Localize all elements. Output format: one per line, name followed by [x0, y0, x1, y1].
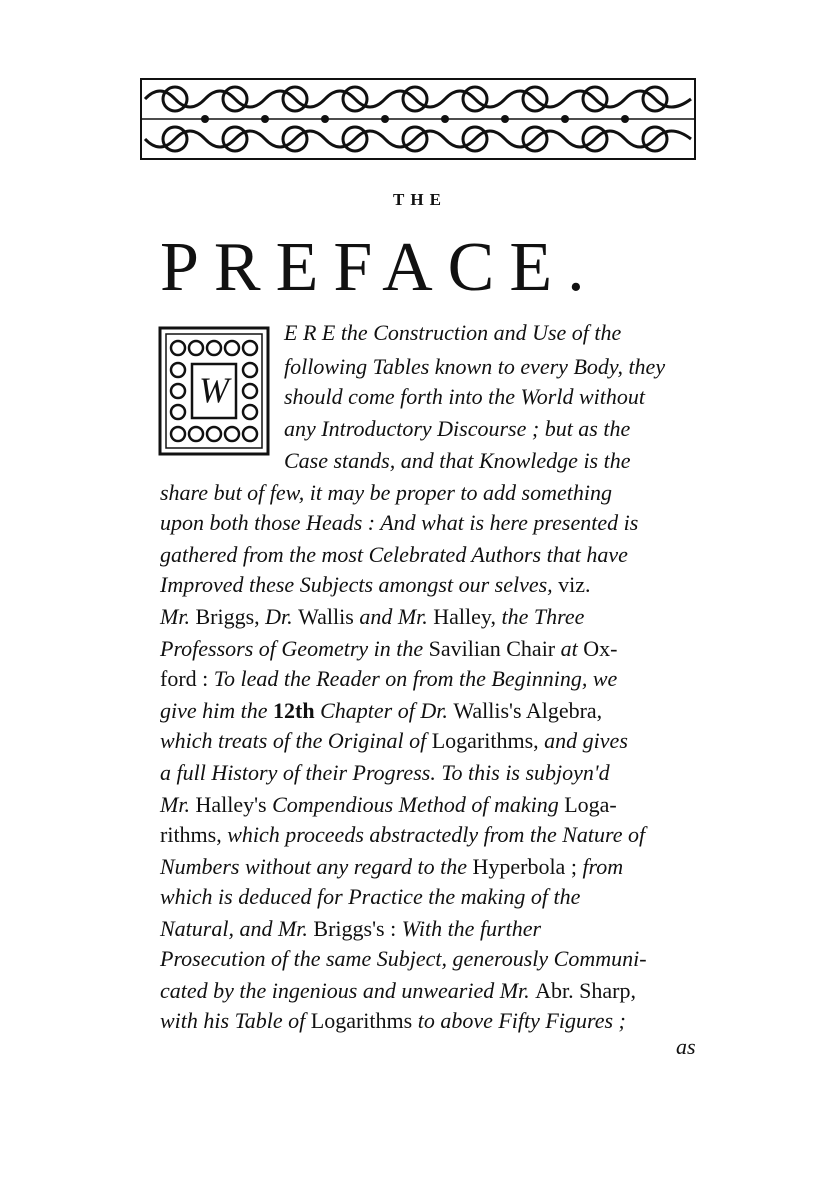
svg-text:W: W — [199, 370, 229, 410]
body-line-7: upon both those Heads : And what is here presented is — [160, 510, 639, 535]
page-title: PREFACE. — [160, 229, 600, 306]
body-line-17: rithms, which proceeds abstractedly from the Nature of — [160, 822, 646, 847]
body-line-16: Mr. Halley's Compendious Method of making Loga- — [160, 792, 617, 817]
body-line-23: with his Table of Logarithms to above Fifty Figures ; — [160, 1008, 626, 1033]
drop-cap-ornament — [158, 326, 270, 456]
body-line-15: a full History of their Progress. To this is subjoyn'd — [160, 760, 610, 785]
body-line-10: Mr. Briggs, Dr. Wallis and Mr. Halley, the Three — [160, 604, 585, 629]
body-line-9: Improved these Subjects amongst our selves, viz. — [160, 572, 591, 597]
body-line-2: following Tables known to every Body, they — [284, 354, 666, 379]
body-line-3: should come forth into the World without — [284, 384, 645, 409]
body-line-12: ford : To lead the Reader on from the Beginning, we — [160, 666, 618, 691]
body-line-5: Case stands, and that Knowledge is the — [284, 448, 631, 473]
body-line-22: cated by the ingenious and unwearied Mr. Abr. Sharp, — [160, 978, 636, 1003]
body-line-11: Professors of Geometry in the Savilian Chair at Ox- — [160, 636, 618, 661]
header-ornament-band — [140, 78, 696, 160]
body-line-4: any Introductory Discourse ; but as the — [284, 416, 631, 441]
body-line-6: share but of few, it may be proper to add something — [160, 480, 612, 505]
drop-cap-w-icon — [158, 326, 270, 456]
body-line-19: which is deduced for Practice the making of the — [160, 884, 581, 909]
body-line-1: E R E the Construction and Use of the — [284, 320, 622, 345]
body-line-8: gathered from the most Celebrated Authors that have — [160, 542, 628, 567]
catchword: as — [676, 1034, 696, 1059]
body-line-13: give him the 12th Chapter of Dr. Wallis's Algebra, — [160, 698, 603, 723]
body-line-20: Natural, and Mr. Briggs's : With the further — [160, 916, 542, 941]
body-line-18: Numbers without any regard to the Hyperbola ; from — [160, 854, 624, 879]
body-line-14: which treats of the Original of Logarithms, and gives — [160, 728, 628, 753]
heading-the: THE — [393, 190, 447, 209]
knotwork-ornament-icon — [140, 78, 696, 160]
body-line-21: Prosecution of the same Subject, generously Communi- — [160, 946, 647, 971]
